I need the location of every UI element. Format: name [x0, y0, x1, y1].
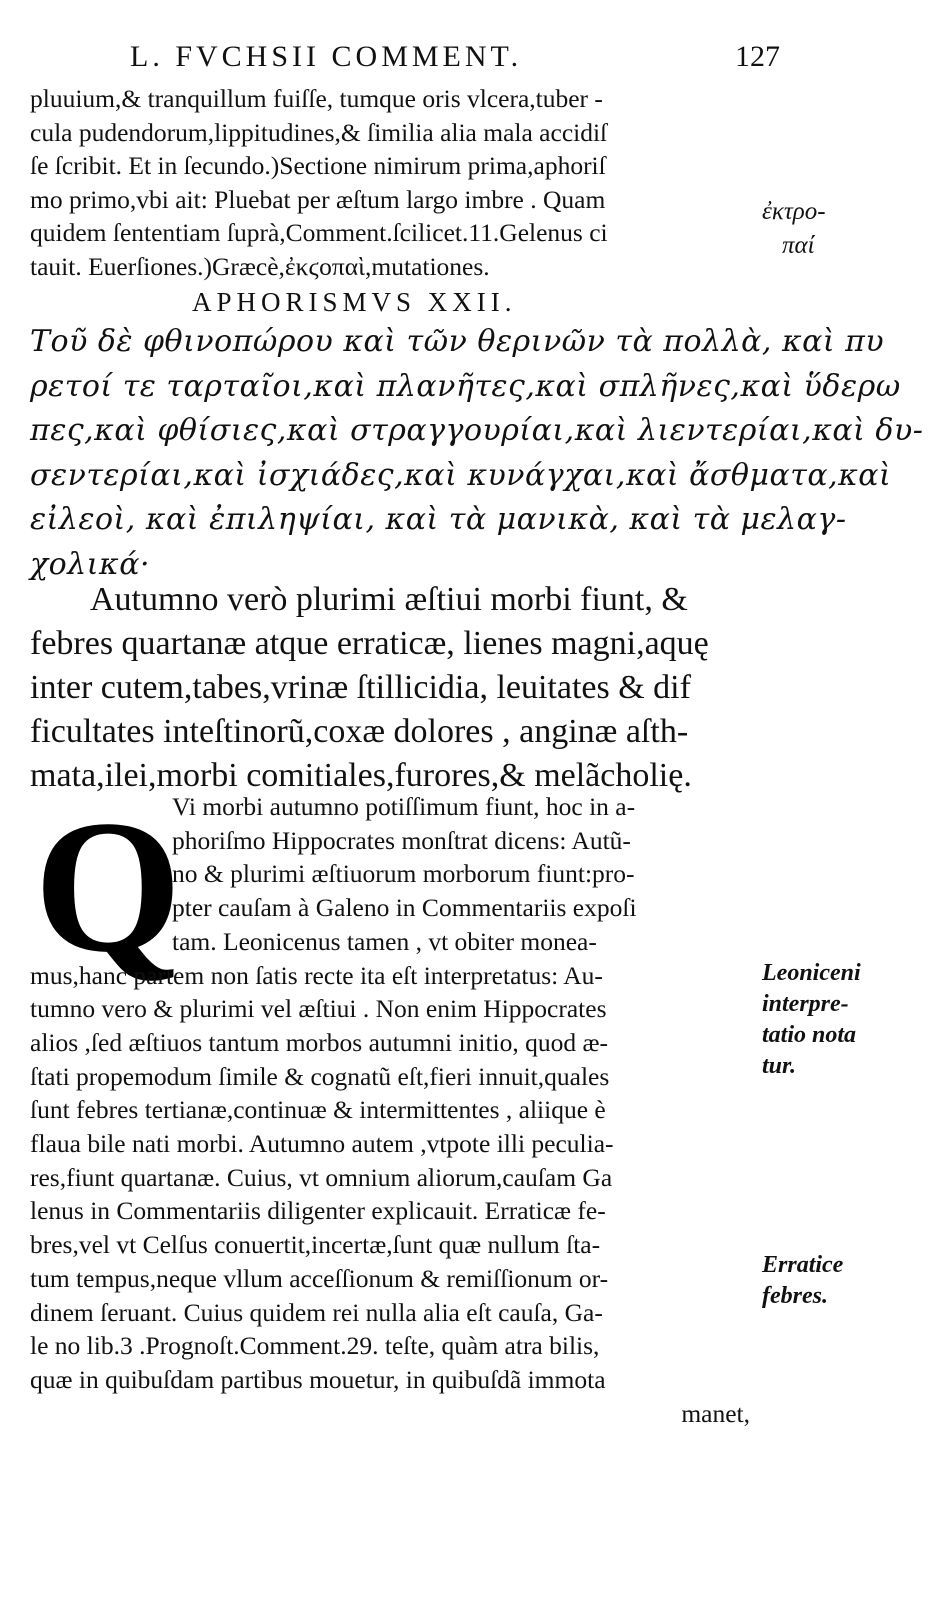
text-line: tumno vero & plurimi vel æſtiui . Non enim Hippocrates	[30, 994, 607, 1024]
text-line: tam. Leonicenus tamen , vt obiter monea-	[172, 926, 597, 956]
text-line: ſunt febres tertianæ,continuæ & intermittentes , aliique è	[30, 1095, 606, 1125]
text-line: res,fiunt quartanæ. Cuius, vt omnium aliorum,cauſam Ga	[30, 1162, 613, 1192]
margin-note-greek	[762, 195, 826, 263]
text-line: pter cauſam à Galeno in Commentariis expoſi	[172, 893, 637, 923]
margin-note-line: tur.	[762, 1053, 797, 1079]
aphorism-heading: APHORISMVS XXII.	[192, 287, 517, 317]
latin-line: febres quartanæ atque erraticæ, lienes magni,aquę	[30, 625, 709, 662]
margin-note-line: febres.	[762, 1283, 828, 1309]
margin-note-line: interpre-	[762, 991, 849, 1017]
latin-line: inter cutem,tabes,vrinæ ſtillicidia, leuitates & dif	[30, 669, 691, 706]
text-line: pluuium,& tranquillum fuiſſe, tumque oris vlcera,tuber -	[30, 84, 603, 113]
text-line: mo primo,vbi ait: Pluebat per æſtum largo imbre . Quam	[30, 184, 606, 214]
margin-note-leonicenus	[762, 958, 861, 1082]
greek-line: ρετοί τε ταρταῖοι,καὶ πλανῆτες,καὶ σπλῆνες,καὶ ὕδερω	[30, 368, 901, 404]
text-line: le no lib.3 .Prognoſt.Comment.29. teſte, quàm atra bilis,	[30, 1331, 600, 1361]
margin-note-line: ἐκτρο-	[762, 198, 826, 225]
greek-line: χολικά·	[30, 546, 150, 582]
text-line: mus,hanc partem non ſatis recte ita eſt interpretatus: Au-	[30, 960, 603, 990]
text-line: cula pudendorum,lippitudines,& ſimilia alia mala accidiſ	[30, 117, 608, 147]
greek-line: εἰλεοὶ, καὶ ἐπιληψίαι, καὶ τὰ μανικὰ, καὶ τὰ μελαγ-	[30, 502, 847, 537]
margin-note-line: tatio nota	[762, 1022, 857, 1048]
text-line: tauit. Euerſiones.)Græcè,ἐκϛοπαὶ,mutationes.	[30, 251, 490, 281]
text-line: bres,vel vt Celſus conuertit,incertæ,ſunt quæ nullum ſta-	[30, 1230, 601, 1260]
running-title: L. FVCHSII COMMENT.	[130, 40, 523, 73]
greek-line: σεντερίαι,καὶ ἰσχιάδες,καὶ κυνάγχαι,καὶ ἄσθματα,καὶ	[30, 457, 892, 493]
text-line: quidem ſententiam ſuprà,Comment.ſcilicet.11.Gelenus ci	[30, 218, 608, 247]
latin-line: Autumno verò plurimi æſtiui morbi fiunt, &	[90, 581, 688, 618]
text-line: manet,	[681, 1398, 750, 1428]
greek-aphorism	[30, 320, 924, 587]
commentary-paragraph	[30, 782, 760, 1430]
text-line: Vi morbi autumno potiſſimum fiunt, hoc in a-	[172, 792, 636, 821]
latin-line: ficultates inteſtinorũ,coxæ dolores , anginæ aſth-	[30, 713, 689, 750]
latin-translation	[30, 578, 760, 798]
intro-paragraph	[30, 82, 760, 283]
margin-note-line: Erratice	[762, 1252, 844, 1278]
drop-cap: Q	[34, 782, 182, 992]
greek-line: Τοῦ δὲ φθινοπώρου καὶ τῶν θερινῶν τὰ πολλὰ, καὶ πυ	[30, 324, 885, 359]
margin-note-line: παί	[782, 232, 815, 259]
text-line: ſe ſcribit. Et in ſecundo.)Sectione nimirum prima,aphoriſ	[30, 151, 606, 180]
text-line: ſtati propemodum ſimile & cognatũ eſt,fieri innuit,quales	[30, 1061, 610, 1091]
text-line: flaua bile nati morbi. Autumno autem ,vtpote illi peculia-	[30, 1129, 614, 1159]
text-line: no & plurimi æſtiuorum morborum fiunt:pro-	[172, 859, 635, 889]
text-line: phoriſmo Hippocrates monſtrat dicens: Autũ-	[172, 825, 631, 855]
latin-line: mata,ilei,morbi comitiales,furores,& melãcholię.	[30, 757, 692, 794]
text-line: quæ in quibuſdam partibus mouetur, in quibuſdã immota	[30, 1364, 606, 1394]
text-line: tum tempus,neque vllum acceſſionum & remiſſionum or-	[30, 1263, 609, 1293]
text-line: alios ,ſed æſtiuos tantum morbos autumni initio, quod æ-	[30, 1027, 608, 1057]
page-header	[130, 40, 780, 80]
text-line: lenus in Commentariis diligenter explicauit. Erraticæ fe-	[30, 1196, 606, 1226]
margin-note-erratice	[762, 1250, 843, 1312]
margin-note-line: Leoniceni	[762, 960, 861, 986]
greek-line: πες,καὶ φθίσιες,καὶ στραγγουρίαι,καὶ λιεντερίαι,καὶ δυ-	[30, 413, 924, 448]
text-line: dinem ſeruant. Cuius quidem rei nulla alia eſt cauſa, Ga-	[30, 1297, 603, 1327]
page-number: 127	[735, 40, 780, 73]
